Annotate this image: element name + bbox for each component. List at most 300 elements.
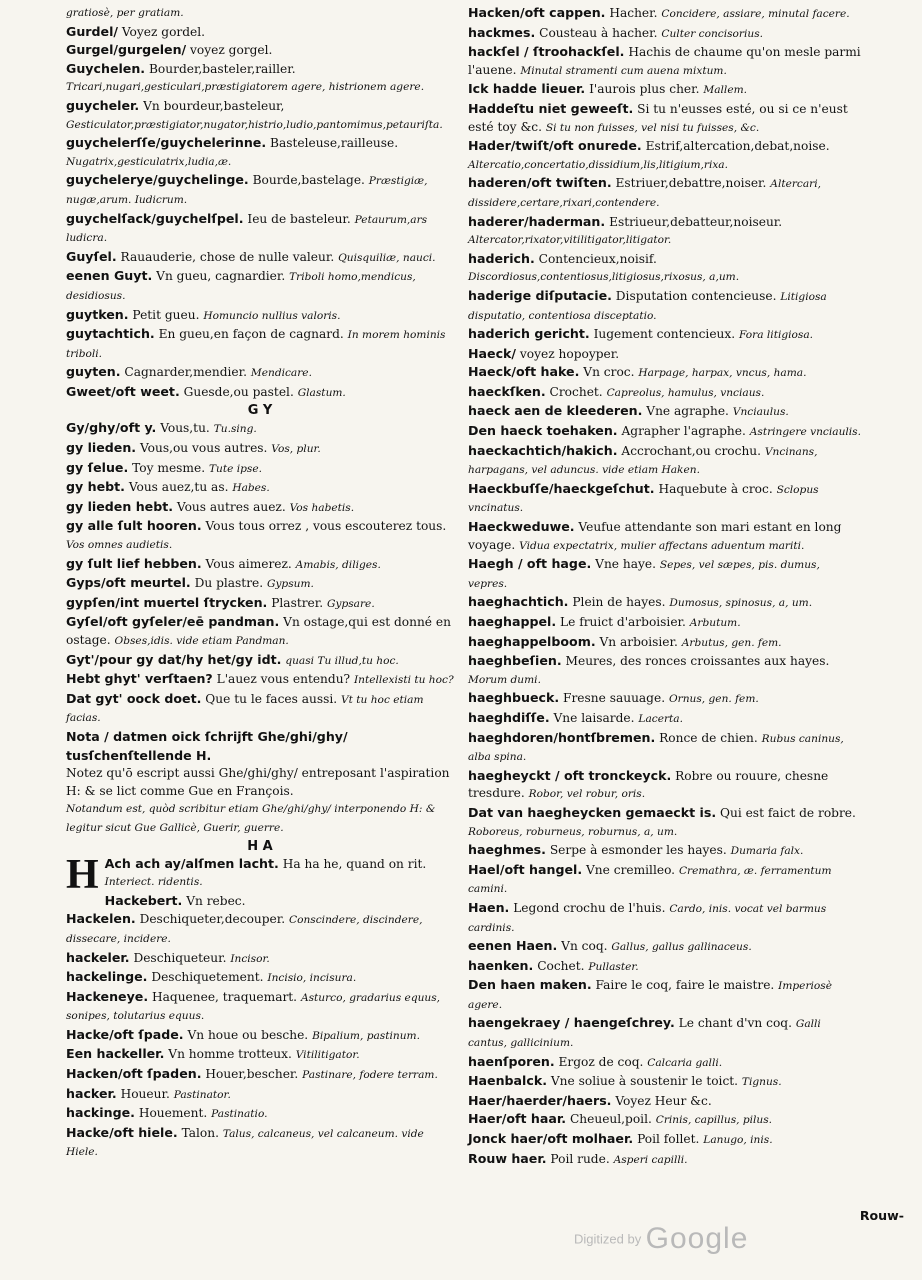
section-heading: G Y <box>247 403 273 419</box>
french-gloss: Meures, des ronces croissantes aux hayes. <box>565 654 830 669</box>
latin-gloss: Mendicare. <box>250 367 312 380</box>
dictionary-entry <box>66 325 454 363</box>
latin-gloss: Rubus caninus, alba spina. <box>468 732 844 764</box>
latin-gloss: Cremathra, æ. ferramentum camini. <box>468 864 832 896</box>
headword: gy alle ſult hooren. <box>66 518 202 534</box>
latin-gloss: Amabis, diliges. <box>295 558 381 571</box>
french-gloss: Vn arboisier. <box>599 634 678 649</box>
french-gloss: Vne laisarde. <box>553 710 635 725</box>
french-gloss: Veufue attendante son mari estant en long voyage. <box>468 520 842 552</box>
french-gloss: Vn bourdeur,basteleur, <box>143 98 285 113</box>
headword: hackinge. <box>66 1105 135 1121</box>
dictionary-entry <box>468 841 862 861</box>
dictionary-entry <box>468 402 862 422</box>
dictionary-entry <box>468 729 862 767</box>
headword: Haddeſtu niet geweeſt. <box>468 100 634 116</box>
latin-gloss: Harpage, harpax, vncus, hama. <box>638 367 807 380</box>
latin-gloss: Incisor. <box>230 952 270 965</box>
headword: Gweet/oft weet. <box>66 383 180 399</box>
french-gloss: Vous autres auez. <box>176 499 286 514</box>
latin-gloss: Discordiosus,contentiosus,litigiosus,rixosus, a,um. <box>468 271 740 284</box>
dictionary-entry <box>66 97 454 134</box>
latin-gloss: Nugatrix,gesticulatrix,ludia,æ. <box>66 155 232 168</box>
headword: haderich. <box>468 250 535 266</box>
latin-gloss: Si tu non fuisses, vel nisi tu fuisses, &c. <box>545 121 760 134</box>
latin-gloss: Petaurum,ars ludicra. <box>66 213 428 245</box>
french-gloss: Notez qu'ō escript aussi Ghe/ghi/ghy/ entreposant l'aspiration H: & se lict comme Gue en François. <box>66 766 450 798</box>
dictionary-entry <box>468 250 862 287</box>
dictionary-entry <box>66 594 454 614</box>
french-gloss: Vn croc. <box>583 365 635 380</box>
dictionary-entry <box>468 100 862 137</box>
dictionary-entry <box>66 765 454 800</box>
headword: haeck aen de kleederen. <box>468 403 643 419</box>
latin-gloss: Cardo, inis. vocat vel barmus cardinis. <box>468 902 827 934</box>
headword: Jonck haer/oft molhaer. <box>468 1131 634 1147</box>
headword: haeghappel. <box>468 614 557 629</box>
french-gloss: Voyez Heur &c. <box>615 1093 712 1108</box>
latin-gloss: Vncinans, harpagans, vel aduncus. vide etiam Haken. <box>468 445 818 477</box>
dictionary-entry <box>468 689 862 709</box>
latin-gloss: Intellexisti tu hoc? <box>353 674 454 687</box>
latin-gloss: Tignus. <box>741 1076 782 1089</box>
latin-gloss: Talus, calcaneus, vel calcaneum. vide Hiele. <box>66 1127 424 1159</box>
dictionary-entry <box>66 478 454 498</box>
headword: Haeck/ <box>468 345 517 361</box>
dictionary-entry <box>66 949 454 969</box>
dictionary-entry <box>468 480 862 518</box>
french-gloss: Guesde,ou pastel. <box>183 384 294 399</box>
headword: eenen Guyt. <box>66 268 153 284</box>
dictionary-entry <box>468 976 862 1014</box>
latin-gloss: Vos omnes audietis. <box>66 539 173 552</box>
headword: guychelerſſe/guychelerinne. <box>66 135 267 151</box>
latin-gloss: Ornus, gen. fem. <box>668 693 759 706</box>
dictionary-entry <box>66 134 454 171</box>
french-gloss: Bourde,bastelage. <box>252 173 365 188</box>
headword: gy lieden. <box>66 440 137 456</box>
latin-gloss: Litigiosa disputatio, contentiosa disceptatio. <box>468 290 827 322</box>
latin-gloss: Tute ipse. <box>208 462 262 475</box>
french-gloss: Deschiquetement. <box>151 970 264 985</box>
headword: Ick hadde lieuer. <box>468 81 586 97</box>
french-gloss: Vous tous orrez , vous escouterez tous. <box>205 519 447 534</box>
drop-cap: H <box>66 851 99 898</box>
french-gloss: Estrif,altercation,debat,noise. <box>645 139 830 154</box>
dictionary-entry <box>66 1104 454 1124</box>
dictionary-entry <box>66 988 454 1026</box>
dictionary-entry <box>468 383 862 403</box>
latin-gloss: Notandum est, quòd scribitur etiam Ghe/ghi/ghy/ interponendo H: & legitur sicut Gue Gallicè, Guerir, guerre. <box>66 803 436 834</box>
french-gloss: Deschiqueteur. <box>133 950 227 965</box>
headword: Gurgel/gurgelen/ <box>66 42 187 58</box>
dictionary-entry <box>66 613 454 650</box>
google-logo: Google <box>645 1222 749 1255</box>
dictionary-entry <box>66 419 454 439</box>
french-gloss: Deschiqueter,decouper. <box>139 912 286 927</box>
french-gloss: Voyez gordel. <box>121 24 206 39</box>
french-gloss: Que tu le faces aussi. <box>205 691 338 706</box>
french-gloss: Vne cremilleo. <box>586 862 676 877</box>
dictionary-entry <box>66 851 454 898</box>
dictionary-entry <box>468 213 862 250</box>
dictionary-entry <box>468 4 862 24</box>
dictionary-entry <box>468 43 862 80</box>
headword: Hael/oft hangel. <box>468 861 583 877</box>
dictionary-entry <box>66 171 454 209</box>
french-gloss: Le chant d'vn coq. <box>678 1016 792 1031</box>
french-gloss: Basteleuse,railleuse. <box>270 136 399 151</box>
french-gloss: Ha ha he, quand on rit. <box>282 856 427 871</box>
dictionary-entry <box>468 633 862 653</box>
french-gloss: Vous aimerez. <box>205 556 292 571</box>
latin-gloss: Triboli homo,mendicus, desidiosus. <box>66 271 416 302</box>
dictionary-entry <box>66 23 454 42</box>
dictionary-entry <box>468 422 862 442</box>
headword: Gurdel/ <box>66 23 118 39</box>
headword: Hader/twiſt/oft onurede. <box>468 138 642 154</box>
dictionary-entry <box>66 1045 454 1065</box>
headword: guytken. <box>66 306 129 322</box>
french-gloss: voyez hopoyper. <box>519 346 620 361</box>
latin-gloss: Mallem. <box>703 84 747 97</box>
dictionary-entry <box>66 248 454 268</box>
french-gloss: Estriuer,debattre,noiser. <box>615 176 767 191</box>
latin-gloss: Morum dumi. <box>468 673 541 686</box>
dictionary-entry <box>468 709 862 729</box>
latin-gloss: Interiect. ridentis. <box>104 876 203 889</box>
left-column <box>66 4 454 1162</box>
headword: Gyſel/oft gyſeler/eē pandman. <box>66 614 280 630</box>
latin-gloss: Calcaria galli. <box>647 1056 723 1069</box>
french-gloss: Haquebute à croc. <box>658 481 773 496</box>
french-gloss: Vn coq. <box>561 939 608 954</box>
headword: Den haeck toehaken. <box>468 423 618 439</box>
dictionary-entry <box>468 137 862 174</box>
latin-gloss: Tricari,nugari,gesticulari,præstigiatorem agere, histrionem agere. <box>66 81 425 94</box>
headword: eenen Haen. <box>468 938 558 954</box>
headword: haeckachtich/hakich. <box>468 442 618 458</box>
dictionary-entry <box>66 1026 454 1046</box>
dictionary-entry <box>66 1065 454 1085</box>
latin-gloss: Asperi capilli. <box>613 1153 688 1166</box>
french-gloss: voyez gorgel. <box>190 43 273 58</box>
french-gloss: Legond crochu de l'huis. <box>513 900 666 915</box>
latin-gloss: Vnciaulus. <box>732 406 789 419</box>
digitized-watermark <box>574 1222 748 1256</box>
latin-gloss: Pastinare, fodere terram. <box>302 1069 438 1082</box>
headword: Haeckbuſſe/haeckgeſchut. <box>468 480 655 496</box>
dictionary-entry <box>66 210 454 248</box>
french-gloss: En gueu,en façon de cagnard. <box>158 327 344 342</box>
dictionary-entry <box>66 728 454 765</box>
dictionary-entry <box>468 1053 862 1073</box>
french-gloss: Disputation contencieuse. <box>615 288 777 303</box>
french-gloss: Qui est faict de robre. <box>719 805 856 820</box>
headword: guycheler. <box>66 97 140 113</box>
dictionary-entry <box>66 555 454 575</box>
headword: haegheyckt / oft tronckeyck. <box>468 767 672 783</box>
latin-gloss: Vt tu hoc etiam facias. <box>66 693 424 725</box>
latin-gloss: Galli cantus, gallicinium. <box>468 1018 821 1050</box>
headword: Gyt'/pour gy dat/hy het/gy idt. <box>66 651 282 667</box>
dictionary-entry <box>468 345 862 364</box>
french-gloss: Ergoz de coq. <box>558 1054 644 1069</box>
latin-gloss: Bipalium, pastinum. <box>312 1029 420 1042</box>
headword: Hackebert. <box>104 892 183 908</box>
latin-gloss: Præstigiæ, nugæ,arum. Iudicrum. <box>66 175 428 206</box>
headword: hackmes. <box>468 24 536 40</box>
headword: haeghbeſien. <box>468 653 562 669</box>
french-gloss: Crochet. <box>549 384 603 399</box>
headword: Hacken/oft ſpaden. <box>66 1066 202 1082</box>
dictionary-entry <box>468 1130 862 1150</box>
french-gloss: Vne haye. <box>595 557 656 572</box>
dictionary-entry <box>66 800 454 837</box>
french-gloss: Talon. <box>181 1125 219 1140</box>
french-gloss: Ieu de basteleur. <box>247 211 351 226</box>
headword: Guychelen. <box>66 60 146 76</box>
headword: Hacke/oft hiele. <box>66 1124 178 1140</box>
french-gloss: Bourder,basteler,railler. <box>148 61 296 76</box>
latin-gloss: Minutal stramenti cum auena mixtum. <box>520 64 727 77</box>
latin-gloss: Concidere, assiare, minutal facere. <box>661 8 850 20</box>
dictionary-entry <box>468 174 862 212</box>
dictionary-entry <box>468 1150 862 1170</box>
headword: haeghdiſſe. <box>468 709 550 725</box>
dictionary-entry <box>468 593 862 613</box>
dictionary-entry <box>468 80 862 100</box>
french-gloss: Cousteau à hacher. <box>539 25 658 40</box>
headword: hackelinge. <box>66 969 148 985</box>
french-gloss: Hacher. <box>609 6 658 20</box>
french-gloss: Vn gueu, cagnardier. <box>156 269 286 284</box>
headword: Haenbalck. <box>468 1073 547 1089</box>
dictionary-entry <box>468 652 862 689</box>
headword: guychelſack/guychelſpel. <box>66 210 244 226</box>
headword: Haen. <box>468 899 510 915</box>
french-gloss: Vn ostage,qui est donné en ostage. <box>66 615 451 647</box>
latin-gloss: Astringere vnciaulis. <box>749 426 861 439</box>
headword: haderer/haderman. <box>468 213 606 229</box>
headword: haeckſken. <box>468 383 546 399</box>
dictionary-entry <box>66 670 454 690</box>
dictionary-entry <box>66 4 454 23</box>
dictionary-entry <box>66 1085 454 1105</box>
french-gloss: Serpe à esmonder les hayes. <box>549 843 727 858</box>
dictionary-entry <box>66 60 454 97</box>
headword: haderen/oft twiſten. <box>468 175 612 191</box>
latin-gloss: Habes. <box>232 482 270 495</box>
french-gloss: Le fruict d'arboisier. <box>560 615 686 629</box>
headword: hacker. <box>66 1085 117 1101</box>
headword: Haer/oft haar. <box>468 1111 567 1127</box>
headword: Hackelen. <box>66 911 136 927</box>
headword: haeghachtich. <box>468 594 569 610</box>
french-gloss: Ronce de chien. <box>659 730 758 745</box>
french-gloss: Fresne sauuage. <box>563 691 666 706</box>
headword: Dat van haegheycken gemaeckt is. <box>468 804 717 820</box>
french-gloss: Houement. <box>138 1106 208 1121</box>
latin-gloss: Dumosus, spinosus, a, um. <box>669 597 813 610</box>
headword: Hackeneye. <box>66 988 149 1004</box>
headword: Dat gyt' oock doet. <box>66 690 202 706</box>
latin-gloss: Quisquiliæ, nauci. <box>338 251 436 264</box>
dictionary-entry <box>468 363 862 383</box>
latin-gloss: Lanugo, inis. <box>703 1134 773 1147</box>
latin-gloss: Tu.sing. <box>213 423 257 436</box>
latin-gloss: Arbutum. <box>689 617 741 629</box>
headword: Hebt ghyt' verſtaen? <box>66 671 213 687</box>
latin-gloss: quasi Tu illud,tu hoc. <box>285 654 399 667</box>
latin-gloss: Altercatio,concertatio,dissidium,lis,litigium,rixa. <box>468 158 728 171</box>
headword: gy hebt. <box>66 479 125 495</box>
latin-gloss: Pastinator. <box>173 1088 231 1101</box>
headword: guytachtich. <box>66 326 155 342</box>
catchword: Rouw- <box>859 1208 904 1223</box>
headword: gy lieden hebt. <box>66 498 174 514</box>
headword: haderige diſputacie. <box>468 287 612 303</box>
headword: haeghdoren/hontſbremen. <box>468 729 656 745</box>
headword: gy ſult lief hebben. <box>66 555 202 571</box>
headword: Haer/haerder/haers. <box>468 1092 612 1108</box>
headword: gypſen/int muertel ſtrycken. <box>66 594 268 610</box>
french-gloss: Faire le coq, faire le maistre. <box>595 978 775 993</box>
french-gloss: Si tu n'eusses esté, ou si ce n'eust esté toy &c. <box>468 101 848 134</box>
french-gloss: Vne agraphe. <box>646 404 729 419</box>
dictionary-entry <box>468 937 862 957</box>
dictionary-entry <box>66 306 454 326</box>
latin-gloss: Pastinatio. <box>211 1108 268 1121</box>
french-gloss: I'aurois plus cher. <box>589 82 700 97</box>
dictionary-entry <box>66 651 454 671</box>
headword: haeghappelboom. <box>468 633 596 649</box>
dictionary-entry <box>66 910 454 948</box>
french-gloss: Vn rebec. <box>186 893 246 908</box>
latin-gloss: Fora litigiosa. <box>739 329 814 342</box>
headword: haderich gericht. <box>468 326 590 342</box>
headword: guyten. <box>66 364 121 380</box>
headword: Een hackeller. <box>66 1046 165 1062</box>
french-gloss: Vous auez,tu as. <box>128 480 229 495</box>
dictionary-entry <box>468 1072 862 1092</box>
dictionary-entry <box>66 383 454 403</box>
latin-gloss: Altercator,rixator,vitilitigator,litigator. <box>468 234 672 247</box>
french-gloss: Poil rude. <box>550 1151 610 1166</box>
french-gloss: Vn houe ou besche. <box>187 1027 309 1042</box>
french-gloss: Contencieux,noisif. <box>538 251 657 266</box>
headword: Gy/ghy/oft y. <box>66 420 157 436</box>
dictionary-entry <box>468 518 862 555</box>
french-gloss: Petit gueu. <box>132 307 200 322</box>
french-gloss: Hachis de chaume qu'on mesle parmi l'auene. <box>468 45 861 77</box>
french-gloss: Vous,ou vous autres. <box>139 441 268 456</box>
dictionary-entry <box>468 613 862 633</box>
dictionary-entry <box>66 267 454 305</box>
headword: Ach ach ay/alſmen lacht. <box>104 855 279 871</box>
latin-gloss: In morem hominis triboli. <box>66 329 446 360</box>
latin-gloss: Gallus, gallus gallinaceus. <box>611 941 752 954</box>
headword: Gyps/oft meurtel. <box>66 575 191 591</box>
latin-gloss: Gypsare. <box>327 597 375 610</box>
latin-gloss: Obses,idis. vide etiam Pandman. <box>114 635 289 647</box>
dictionary-entry <box>468 442 862 480</box>
french-gloss: Poil follet. <box>637 1132 700 1147</box>
headword: guychelerye/guychelinge. <box>66 172 249 188</box>
latin-gloss: Vos habetis. <box>289 501 355 514</box>
headword: hackſel / ſtroohackſel. <box>468 44 625 60</box>
dictionary-entry <box>468 767 862 804</box>
right-column <box>468 4 862 1169</box>
dictionary-entry <box>66 498 454 518</box>
latin-gloss: Asturco, gradarius equus, sonipes, tolutarius equus. <box>66 991 441 1023</box>
dictionary-entry <box>468 1092 862 1111</box>
latin-gloss: Dumaria falx. <box>730 845 804 858</box>
latin-gloss: Gypsum. <box>266 578 314 591</box>
dictionary-entry <box>468 804 862 841</box>
latin-gloss: gratiosè, per gratiam. <box>66 7 184 19</box>
french-gloss: Iugement contencieux. <box>593 327 736 342</box>
french-gloss: L'auez vous entendu? <box>216 672 351 687</box>
latin-gloss: Incisio, incisura. <box>267 972 357 985</box>
latin-gloss: Roboreus, roburneus, roburnus, a, um. <box>468 825 678 838</box>
latin-gloss: Gesticulator,præstigiator,nugator,histrio,ludio,pantomimus,petauriſta. <box>66 118 443 131</box>
latin-gloss: Culter concisorius. <box>661 27 763 40</box>
latin-gloss: Robor, vel robur, oris. <box>528 788 646 801</box>
dictionary-entry <box>66 574 454 594</box>
dictionary-entry <box>66 363 454 383</box>
headword: Haeckweduwe. <box>468 519 575 535</box>
dictionary-entry <box>468 1110 862 1130</box>
headword: Haeck/oft hake. <box>468 364 580 380</box>
dictionary-entry <box>66 690 454 728</box>
headword: Guyſel. <box>66 248 117 264</box>
latin-gloss: Vitilitigator. <box>295 1049 360 1062</box>
headword: haenſporen. <box>468 1053 555 1069</box>
latin-gloss: Sepes, vel sæpes, pis. dumus, vepres. <box>468 559 820 590</box>
headword: haengekraey / haengeſchrey. <box>468 1015 675 1031</box>
dictionary-entry <box>66 968 454 988</box>
french-gloss: Vous,tu. <box>160 421 210 436</box>
headword: Haegh / oft hage. <box>468 556 592 572</box>
latin-gloss: Vos, plur. <box>271 443 321 456</box>
french-gloss: Robre ou rouure, chesne tresdure. <box>468 768 829 801</box>
dictionary-entry <box>468 555 862 593</box>
latin-gloss: Crinis, capillus, pilus. <box>655 1114 773 1127</box>
dictionary-entry <box>66 439 454 459</box>
dictionary-entry <box>468 287 862 325</box>
dictionary-entry <box>468 1014 862 1052</box>
french-gloss: Estriueur,debatteur,noiseur. <box>609 214 783 229</box>
french-gloss: Cochet. <box>537 958 585 973</box>
french-gloss: Toy mesme. <box>132 460 206 475</box>
latin-gloss: Arbutus, gen. fem. <box>681 636 782 649</box>
french-gloss: Plein de hayes. <box>572 595 666 610</box>
dictionary-entry <box>468 861 862 899</box>
headword: haeghbueck. <box>468 690 560 706</box>
watermark-prefix: Digitized by <box>574 1231 642 1247</box>
dictionary-entry <box>66 892 454 911</box>
french-gloss: Agrapher l'agraphe. <box>621 424 746 439</box>
french-gloss: Cheueul,poil. <box>569 1112 652 1127</box>
latin-gloss: Capreolus, hamulus, vnciaus. <box>606 386 765 399</box>
dictionary-entry <box>468 325 862 345</box>
dictionary-entry <box>468 957 862 977</box>
latin-gloss: Pullaster. <box>588 960 639 973</box>
french-gloss: Vne soliue à soustenir le toict. <box>550 1074 739 1089</box>
latin-gloss: Homuncio nullius valoris. <box>203 309 341 322</box>
french-gloss: Haquenee, traquemart. <box>152 989 298 1004</box>
